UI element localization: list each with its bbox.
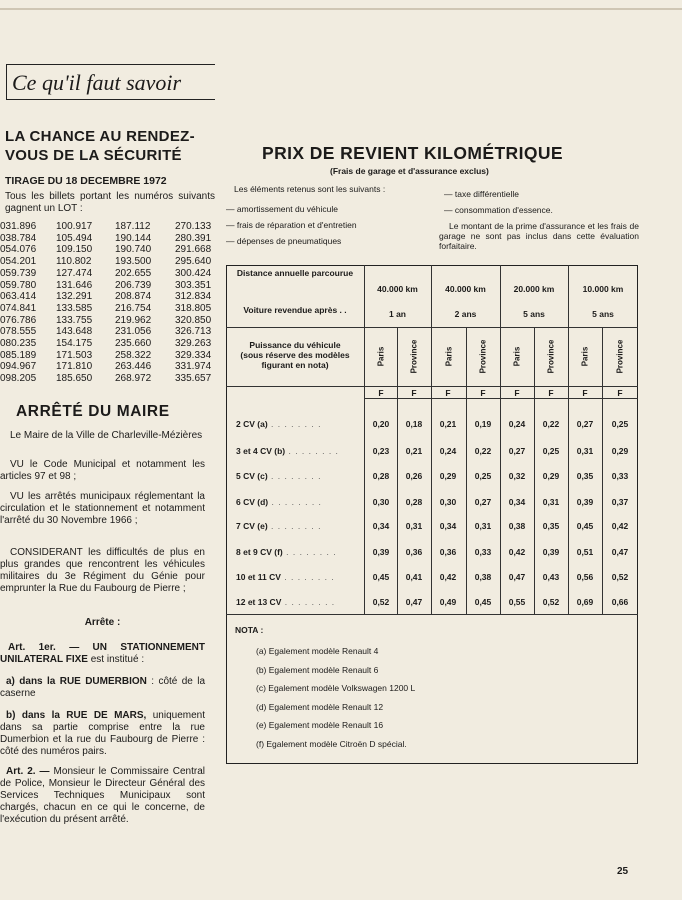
unit-label: F <box>378 388 384 398</box>
unit-label: F <box>617 388 623 398</box>
row-label-text: 5 CV (c) <box>236 471 268 481</box>
cost-value: 0,29 <box>439 471 457 481</box>
winning-number: 202.655 <box>115 267 152 279</box>
unit-label: F <box>514 388 520 398</box>
intro-note: Le montant de la prime d'assurance et les frais de garage ne sont pas inclus dans cette évaluation forfaitaire. <box>439 221 639 251</box>
winning-number: 329.263 <box>175 338 212 350</box>
numbers-row <box>0 256 211 268</box>
winning-number: 074.841 <box>0 302 37 314</box>
data-column-divider <box>397 386 398 614</box>
winning-number: 133.755 <box>56 314 93 326</box>
winning-number: 154.175 <box>56 338 93 350</box>
winning-number: 185.650 <box>56 373 93 385</box>
intro-line-1: Les éléments retenus sont les suivants : <box>234 184 386 194</box>
winning-number: 133.585 <box>56 302 93 314</box>
row-label <box>236 471 321 481</box>
cost-value: 0,42 <box>611 521 629 531</box>
group-distance: 10.000 km <box>582 284 624 294</box>
winning-number: 094.967 <box>0 361 37 373</box>
cost-value: 0,45 <box>576 521 594 531</box>
winning-number: 085.189 <box>0 349 37 361</box>
cost-value: 0,32 <box>508 471 526 481</box>
cost-value: 0,31 <box>405 521 423 531</box>
nota-item-c: (c) Egalement modèle Volkswagen 1200 L <box>256 683 416 693</box>
data-column-divider <box>431 386 432 614</box>
cost-value: 0,31 <box>542 497 560 507</box>
column-paris-label: Paris <box>580 346 590 367</box>
group-years: 2 ans <box>454 309 477 319</box>
paris-province-divider <box>602 327 603 386</box>
unit-rule <box>364 398 638 399</box>
leader-dots: . . . . . . . . <box>267 419 322 429</box>
numbers-row <box>0 350 211 362</box>
winning-number: 326.713 <box>175 326 212 338</box>
winning-number: 054.076 <box>0 244 37 256</box>
cost-value: 0,39 <box>372 547 390 557</box>
numbers-row <box>0 233 211 245</box>
numbers-row <box>0 303 211 315</box>
winning-number: 038.784 <box>0 232 37 244</box>
cost-value: 0,25 <box>611 419 629 429</box>
cost-value: 0,45 <box>372 572 390 582</box>
winning-number: 190.144 <box>115 232 152 244</box>
cost-value: 0,35 <box>542 521 560 531</box>
winning-number: 132.291 <box>56 291 93 303</box>
cost-value: 0,28 <box>405 497 423 507</box>
article-1-a-text: : côté de la caserne <box>0 676 206 699</box>
cost-value: 0,24 <box>508 419 526 429</box>
unit-label: F <box>582 388 588 398</box>
numbers-row <box>0 326 211 338</box>
column-province-label: Province <box>409 339 419 374</box>
data-column-divider <box>568 386 569 614</box>
cost-value: 0,27 <box>474 497 492 507</box>
group-distance: 40.000 km <box>445 284 486 294</box>
cost-value: 0,24 <box>439 446 457 456</box>
cost-value: 0,34 <box>439 521 457 531</box>
winning-number: 206.739 <box>115 279 152 291</box>
winning-number: 208.874 <box>115 291 152 303</box>
nota-item-e: (e) Egalement modèle Renault 16 <box>256 720 384 730</box>
nota-list <box>256 642 415 753</box>
data-column-divider <box>500 386 501 614</box>
intro-line-2: — amortissement du véhicule <box>226 204 338 214</box>
column-paris-label: Paris <box>444 346 453 367</box>
left-column <box>0 0 215 900</box>
leader-dots: . . . . . . . . <box>268 497 322 507</box>
cost-value: 0,34 <box>372 521 390 531</box>
puissance-label: Puissance du véhicule (sous réserve des modèles figurant en nota) <box>240 340 350 370</box>
numbers-row <box>0 315 211 327</box>
article-1-b-text: uniquement dans sa partie comprise entre la rue Dumerbion et la rue du Faubourg de Pierre : côté des numéros pairs. <box>0 710 205 757</box>
winning-number: 110.802 <box>56 256 92 268</box>
winning-number: 127.474 <box>56 267 93 279</box>
cost-value: 0,42 <box>439 572 457 582</box>
cost-value: 0,27 <box>576 419 594 429</box>
leader-dots: . . . . . . . . <box>267 521 322 531</box>
row-label <box>236 521 321 531</box>
winning-number: 263.446 <box>115 361 152 373</box>
unit-label: F <box>480 388 486 398</box>
data-column-divider <box>364 386 365 614</box>
cost-value: 0,22 <box>474 446 492 456</box>
cost-value: 0,38 <box>474 572 492 582</box>
cost-value: 0,18 <box>405 419 423 429</box>
winning-number: 190.740 <box>115 244 152 256</box>
paris-province-divider <box>534 327 535 386</box>
column-paris-label: Paris <box>376 346 385 367</box>
cost-value: 0,23 <box>372 446 390 456</box>
article-2 <box>0 766 205 826</box>
nota-item-a: (a) Egalement modèle Renault 4 <box>256 646 379 656</box>
cost-value: 0,69 <box>576 597 594 607</box>
article-2-text: Monsieur le Commissaire Central de Police, Monsieur le Directeur Général des Services Techniques Municipaux sont chargés, chacun en ce qui le concerne, de l'exécution du présent arrêté. <box>0 766 206 825</box>
revendue-label: Voiture revendue après . . <box>243 305 347 315</box>
column-province-label: Province <box>546 339 556 374</box>
intro-line-3: — frais de réparation et d'entretien <box>226 220 357 230</box>
article-1-a <box>0 676 205 700</box>
cost-value: 0,33 <box>474 547 492 557</box>
winning-number: 320.850 <box>175 314 212 326</box>
cost-value: 0,28 <box>372 471 390 481</box>
cost-value: 0,43 <box>542 572 560 582</box>
nota-item-f: (f) Egalement modèle Citroën D spécial. <box>256 738 407 749</box>
winning-number: 098.205 <box>0 373 37 385</box>
distance-label: Distance annuelle parcourue <box>236 268 354 278</box>
cost-value: 0,41 <box>405 572 423 582</box>
winning-numbers-table <box>0 221 211 385</box>
cost-value: 0,21 <box>439 419 457 429</box>
numbers-row <box>0 280 211 292</box>
winning-number: 329.334 <box>175 349 212 361</box>
cost-value: 0,45 <box>474 597 492 607</box>
paris-province-divider <box>466 327 467 386</box>
article-1-label: Art. 1er. — UN STATIONNEMENT UNILATERAL FIXE <box>0 642 205 665</box>
cost-value: 0,30 <box>372 497 390 507</box>
cost-value: 0,29 <box>542 471 560 481</box>
winning-number: 109.150 <box>56 244 93 256</box>
numbers-row <box>0 268 211 280</box>
cost-value: 0,55 <box>508 597 526 607</box>
page-number: 25 <box>617 866 629 877</box>
numbers-row <box>0 291 211 303</box>
row-label-text: 12 et 13 CV <box>236 597 282 607</box>
leader-dots: . . . . . . . . <box>280 572 335 582</box>
winning-number: 187.112 <box>115 221 151 232</box>
cost-value: 0,36 <box>405 547 423 557</box>
cost-value: 0,47 <box>508 572 526 582</box>
winning-number: 105.494 <box>56 232 93 244</box>
row-label <box>236 497 322 507</box>
cost-value: 0,27 <box>508 446 526 456</box>
winning-number: 131.646 <box>56 279 93 291</box>
cost-value: 0,52 <box>542 597 560 607</box>
chance-heading: LA CHANCE AU RENDEZ-VOUS DE LA SÉCURITÉ <box>5 128 195 164</box>
row-label-text: 2 CV (a) <box>236 419 268 429</box>
winning-number: 063.414 <box>0 291 37 303</box>
data-column-divider <box>466 386 467 614</box>
row-label <box>236 572 335 582</box>
group-distance: 20.000 km <box>513 284 555 294</box>
cost-value: 0,29 <box>611 446 629 456</box>
winning-number: 059.739 <box>0 267 37 279</box>
cost-value: 0,35 <box>576 471 594 481</box>
winning-number: 219.962 <box>115 314 152 326</box>
cost-table-title: PRIX DE REVIENT KILOMÉTRIQUE <box>262 143 563 163</box>
unit-label: F <box>445 388 451 398</box>
cost-value: 0,47 <box>405 597 423 607</box>
cost-value: 0,21 <box>405 446 423 456</box>
winning-number: 268.972 <box>115 373 152 385</box>
row-label-text: 10 et 11 CV <box>236 572 281 582</box>
winning-number: 300.424 <box>175 267 212 279</box>
cost-value: 0,34 <box>508 497 526 507</box>
winning-number: 291.668 <box>175 244 212 256</box>
group-years: 1 an <box>388 309 406 319</box>
winning-number: 216.754 <box>115 302 152 314</box>
leader-dots: . . . . . . . . <box>267 471 322 481</box>
table-bottom-rule <box>226 614 638 615</box>
row-label-text: 3 et 4 CV (b) <box>236 446 286 456</box>
data-column-divider <box>602 386 603 614</box>
winning-number: 295.640 <box>175 256 212 268</box>
row-label <box>236 419 321 429</box>
cost-value: 0,52 <box>611 572 629 582</box>
group-distance: 40.000 km <box>377 284 418 294</box>
cost-value: 0,19 <box>474 419 492 429</box>
row-label-text: 7 CV (e) <box>236 521 268 531</box>
cost-value: 0,49 <box>439 597 457 607</box>
header-rule <box>226 386 638 387</box>
cost-value: 0,42 <box>508 547 526 557</box>
column-paris-label: Paris <box>512 346 522 367</box>
winning-number: 235.660 <box>115 338 152 350</box>
article-1-a-label: a) dans la RUE DUMERBION <box>6 676 147 687</box>
winning-number: 171.810 <box>56 361 93 373</box>
group-years: 5 ans <box>592 309 614 319</box>
winning-number: 331.974 <box>175 361 212 373</box>
cost-value: 0,56 <box>576 572 594 582</box>
winning-number: 231.056 <box>115 326 152 338</box>
winning-number: 270.133 <box>175 221 212 232</box>
cost-table-subtitle: (Frais de garage et d'assurance exclus) <box>330 166 489 176</box>
winning-number: 100.917 <box>56 221 93 232</box>
nota-label: NOTA : <box>235 625 264 635</box>
cost-value: 0,52 <box>372 597 390 607</box>
winning-number: 143.648 <box>56 326 93 338</box>
winning-number: 335.657 <box>175 373 212 385</box>
winning-number: 171.503 <box>56 349 93 361</box>
cost-value: 0,33 <box>611 471 629 481</box>
row-label-text: 6 CV (d) <box>236 497 269 507</box>
row-label-text: 8 et 9 CV (f) <box>236 547 283 557</box>
leader-dots: . . . . . . . . <box>281 597 336 607</box>
article-1-b <box>0 710 205 758</box>
numbers-row <box>0 338 211 350</box>
article-1-b-label: b) dans la RUE DE MARS, <box>6 710 147 721</box>
arrete-heading: ARRÊTÉ DU MAIRE <box>16 403 170 420</box>
numbers-row <box>0 361 211 373</box>
cost-value: 0,39 <box>542 547 560 557</box>
article-2-label: Art. 2. — <box>6 766 50 777</box>
row-label <box>236 446 339 456</box>
cost-value: 0,36 <box>439 547 457 557</box>
winning-number: 312.834 <box>175 291 212 303</box>
row-label <box>236 597 335 607</box>
article-1-text: est institué : <box>90 654 145 665</box>
nota-item-d: (d) Egalement modèle Renault 12 <box>256 701 384 712</box>
intro-line-4: — dépenses de pneumatiques <box>226 236 342 246</box>
tirage-line: TIRAGE DU 18 DECEMBRE 1972 <box>5 175 167 187</box>
leader-dots: . . . . . . . . <box>285 446 339 456</box>
unit-label: F <box>548 388 554 398</box>
unit-label: F <box>411 388 417 398</box>
tous-paragraph: Tous les billets portant les numéros suivants gagnent un LOT : <box>5 191 215 214</box>
numbers-row <box>0 244 211 256</box>
winning-number: 076.786 <box>0 314 37 326</box>
winning-number: 303.351 <box>175 279 212 291</box>
section-title: Ce qu'il faut savoir <box>12 70 182 95</box>
article-1 <box>0 642 205 666</box>
column-province-label: Province <box>478 339 488 374</box>
data-column-divider <box>534 386 535 614</box>
cost-value: 0,51 <box>576 547 594 557</box>
group-years: 5 ans <box>523 309 545 319</box>
arrete-paragraph-3: VU les arrêtés municipaux réglementant la circulation et le stationnement et notamment l'arrêté du 30 Novembre 1966 ; <box>0 491 205 526</box>
header-rule <box>226 327 638 328</box>
winning-number: 258.322 <box>115 349 152 361</box>
intro-line-6: — consommation d'essence. <box>444 205 553 215</box>
row-label <box>236 547 337 557</box>
arrete-paragraph-4: CONSIDERANT les difficultés de plus en plus grandes que rencontrent les véhicules militaires du 3e Régiment du Génie pour emprunter la Rue du Faubourg de Pierre ; <box>0 547 205 594</box>
cost-value: 0,25 <box>474 471 492 481</box>
nota-item-b: (b) Egalement modèle Renault 6 <box>256 664 379 675</box>
cost-value: 0,38 <box>508 521 526 531</box>
cost-value: 0,47 <box>611 547 629 557</box>
cost-value: 0,37 <box>611 497 629 507</box>
winning-number: 031.896 <box>0 221 37 232</box>
winning-number: 080.235 <box>0 338 37 350</box>
winning-number: 193.500 <box>115 256 152 268</box>
arrete-paragraph-2: VU le Code Municipal et notamment les articles 97 et 98 ; <box>0 459 205 482</box>
cost-value: 0,31 <box>474 521 492 531</box>
cost-value: 0,26 <box>405 471 423 481</box>
intro-line-5: — taxe différentielle <box>444 189 519 199</box>
numbers-row <box>0 221 211 233</box>
cost-value: 0,66 <box>611 597 629 607</box>
cost-value: 0,20 <box>372 419 390 429</box>
cost-value: 0,22 <box>542 419 560 429</box>
cost-value: 0,31 <box>576 446 594 456</box>
numbers-row <box>0 373 211 385</box>
arrete-paragraph-1: Le Maire de la Ville de Charleville-Mézières <box>10 430 203 441</box>
cost-value: 0,30 <box>439 497 457 507</box>
paris-province-divider <box>397 327 398 386</box>
winning-number: 054.201 <box>0 256 37 268</box>
arrete-label: Arrête : <box>84 617 121 628</box>
cost-value: 0,25 <box>542 446 560 456</box>
cost-value: 0,39 <box>576 497 594 507</box>
winning-number: 280.391 <box>175 232 212 244</box>
winning-number: 318.805 <box>175 302 212 314</box>
winning-number: 059.780 <box>0 279 37 291</box>
winning-number: 078.555 <box>0 326 37 338</box>
column-province-label: Province <box>615 339 625 374</box>
leader-dots: . . . . . . . . <box>282 547 337 557</box>
